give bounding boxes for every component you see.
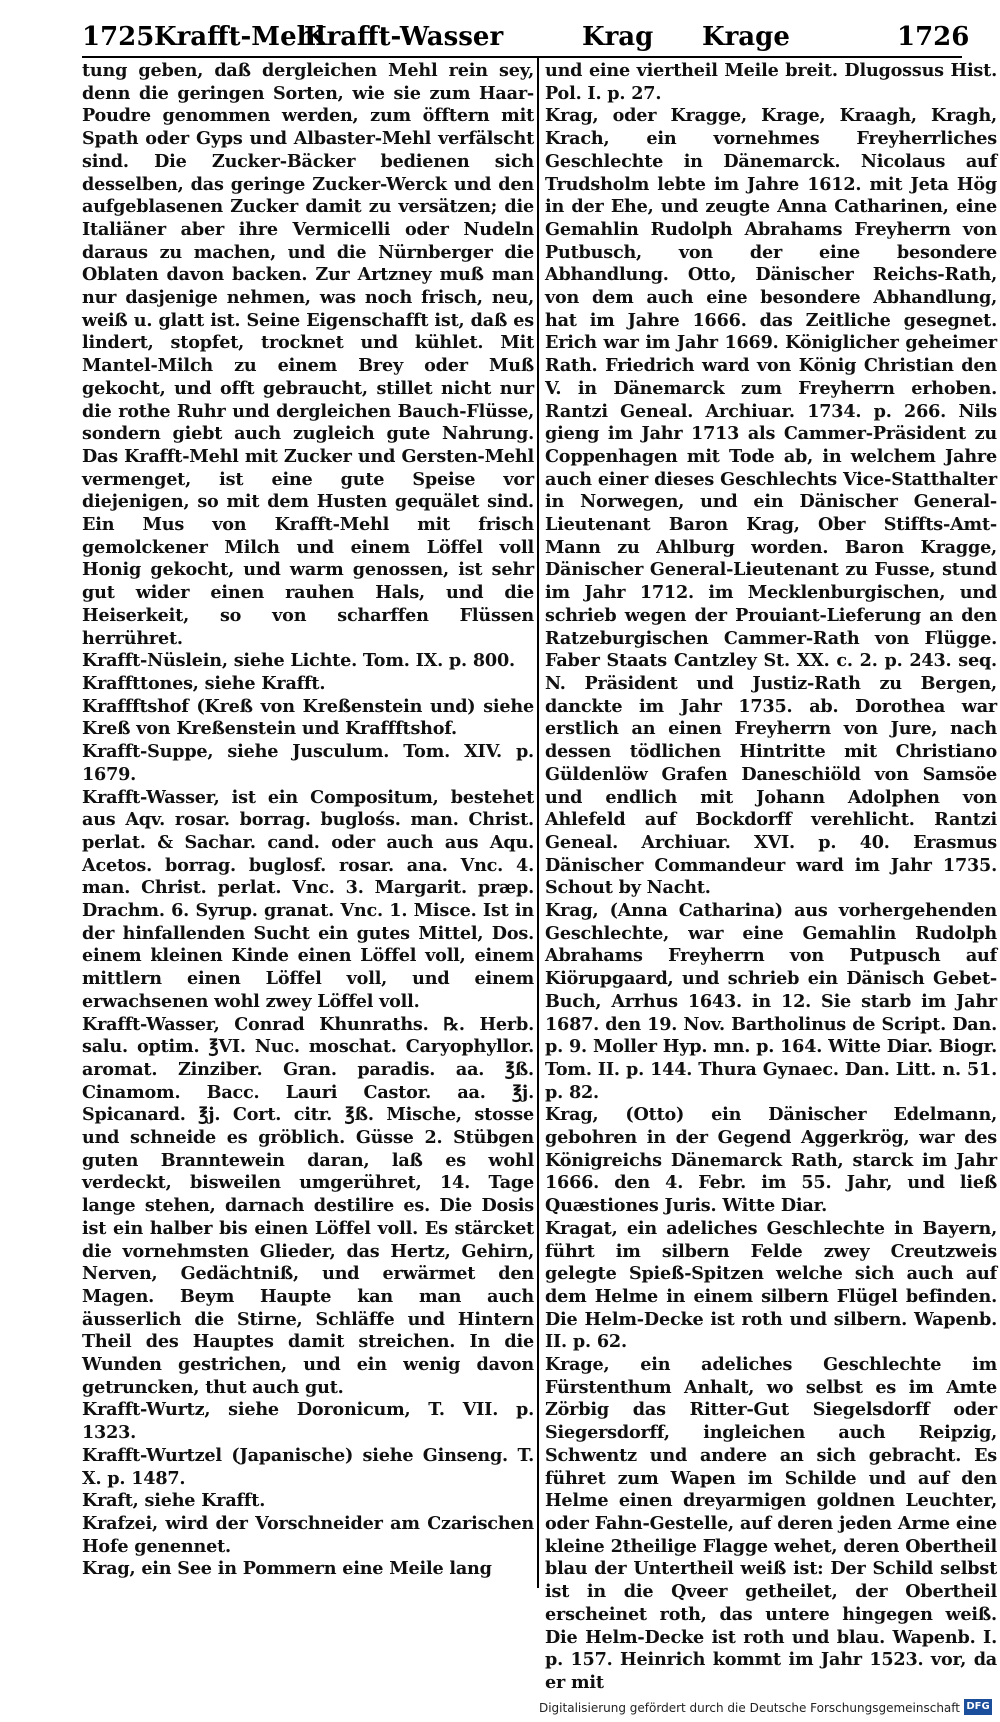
column-divider: [537, 58, 539, 1588]
entry-paragraph: Krage, ein adeliches Geschlechte im Fürstenthum Anhalt, wo selbst es im Amte Zörbig das Ritter-Gut Siegelsdorff oder Siegersdorff, ingleichen auch Reipzig, Schwentz und andere an sich gebracht. Es führet zum Wapen im Schilde und auf den Helme einen dreyarmigen goldnen Leuchter, oder Fahn-Gestelle, auf deren jeden Arme eine kleine 2theilige Flagge wehet, deren Obertheil blau der Untertheil weiß ist: Der Schild selbst ist in die Qveer getheilet, der Obertheil erscheinet roth, das untere hingegen weiß. Die Helm-Decke ist roth und blau. Wapenb. I. p. 157. Heinrich kommt im Jahr 1523. vor, da er mit: [545, 1354, 997, 1693]
catchword-right-1: Krag: [582, 22, 654, 52]
entry-paragraph: Krag, ein See in Pommern eine Meile lang: [82, 1558, 492, 1580]
entry-paragraph: Krafft-Suppe, siehe Jusculum. Tom. XIV. p. 1679.: [82, 741, 534, 785]
catchword-left-1: Krafft-Mehl: [154, 22, 326, 52]
entry-paragraph: tung geben, daß dergleichen Mehl rein sey, denn die geringen Sorten, wie sie zum Haar-Poudre genommen werden, zum öfftern mit Spath oder Gyps und Albaster-Mehl verfälscht sind. Die Zucker-Bäcker bedienen sich desselben, das geringe Zucker-Werck und den aufgeblasenen Zucker damit zu versätzen; die Italiäner aber ihre Vermicelli oder Nudeln daraus zu machen, und die Nürnberger die Oblaten davon backen. Zur Artzney muß man nur dasjenige nehmen, was noch frisch, neu, weiß u. glatt ist. Seine Eigenschafft ist, daß es lindert, stopfet, trocknet und kühlet. Mit Mantel-Milch zu einem Brey oder Muß gekocht, und offt gebraucht, stillet nicht nur die rothe Ruhr und dergleichen Bauch-Flüsse, sondern giebt auch zugleich gute Nahrung. Das Krafft-Mehl mit Zucker und Gersten-Mehl vermenget, ist eine gute Speise vor diejenigen, so mit dem Husten gequälet sind. Ein Mus von Krafft-Mehl mit frisch gemolckener Milch und einem Löffel voll Honig gekocht, und warm genossen, ist sehr gut wider einen rauhen Hals, und die Heiserkeit, so von scharffen Flüssen herrühret.: [82, 60, 534, 649]
header-rule: [82, 56, 962, 58]
page-number-left: 1725: [82, 22, 155, 52]
entry-paragraph: Krafft-Nüslein, siehe Lichte. Tom. IX. p. 800.: [82, 650, 515, 672]
entry-paragraph: Krag, (Anna Catharina) aus vorhergehenden Geschlechte, war eine Gemahlin Rudolph Abrahams Freyherrn von Putpusch auf Kiörupgaard, und schrieb ein Dänisch Gebet-Buch, Arrhus 1643. in 12. Sie starb im Jahr 1687. den 19. Nov. Bartholinus de Script. Dan. p. 9. Moller Hyp. mn. p. 164. Witte Diar. Biogr. Tom. II. p. 144. Thura Gynaec. Dan. Litt. n. 51. p. 82.: [545, 900, 997, 1103]
entry-paragraph: Kraft, siehe Krafft.: [82, 1490, 266, 1512]
entry-paragraph: Kraffttones, siehe Krafft.: [82, 672, 326, 694]
entry-paragraph: Krafft-Wurtz, siehe Doronicum, T. VII. p. 1323.: [82, 1399, 534, 1444]
catchword-left-2: Krafft-Wasser: [304, 22, 504, 52]
entry-paragraph: Krag, oder Kragge, Krage, Kraagh, Kragh, Krach, ein vornehmes Freyherrliches Geschlechte in Dänemarck. Nicolaus auf Trudsholm lebte im Jahre 1612. mit Jeta Hög in der Ehe, und zeugte Anna Catharinen, eine Gemahlin Rudolph Abrahams Freyherrn von Putbusch, von der eine besondere Abhandlung. Otto, Dänischer Reichs-Rath, von dem auch eine besondere Abhandlung, hat im Jahre 1666. das Zeitliche gesegnet. Erich war im Jahr 1669. Königlicher geheimer Rath. Friedrich ward von König Christian den V. in Dänemarck zum Freyherrn erhoben. Rantzi Geneal. Archiuar. 1734. p. 266. Nils gieng im Jahr 1713 als Cammer-Präsident zu Coppenhagen mit Tode ab, in welchem Jahre auch einer dieses Geschlechts Vice-Statthalter in Norwegen, und ein Dänischer General-Lieutenant Baron Krag, Ober Stiffts-Amt-Mann zu Ahlburg worden. Baron Kragge, Dänischer General-Lieutenant zu Fusse, stund im Jahr 1712. im Mecklenburgischen, und schrieb wegen der Prouiant-Lieferung an den Ratzeburgischen Cammer-Rath von Flügge. Faber Staats Cantzley St. XX. c. 2. p. 243. seq. N. Präsident und Justiz-Rath zu Bergen, danckte im Jahr 1735. ab. Dorothea war erstlich an einen Freyherrn von Jure, nach dessen tödlichen Hintritte mit Christiano Güldenlöw Grafen Daneschiöld von Samsöe und endlich mit Johann Adolphen von Ahlefeld auf Bockdorff verehlicht. Rantzi Geneal. Archiuar. XVI. p. 40. Erasmus Dänischer Commandeur ward im Jahr 1735. Schout by Nacht.: [545, 105, 997, 899]
funding-notice: Digitalisierung gefördert durch die Deutsche Forschungsgemeinschaft: [538, 1701, 960, 1715]
entry-paragraph: Kraffftshof (Kreß von Kreßenstein und) siehe Kreß von Kreßenstein und Kraffftshof.: [82, 695, 534, 740]
page-number-right: 1726: [897, 22, 970, 52]
dfg-logo: DFG: [964, 1699, 992, 1715]
right-column: [545, 60, 997, 1695]
entry-paragraph: und eine viertheil Meile breit. Dlugossus Hist. Pol. I. p. 27.: [545, 60, 997, 104]
entry-paragraph: Kragat, ein adeliches Geschlechte in Bayern, führt im silbern Felde zwey Creutzweis gelegte Spieß-Spitzen welche sich auch auf dem Helme in einem silbern Flügel befinden. Die Helm-Decke ist roth und silbern. Wapenb. II. p. 62.: [545, 1217, 997, 1353]
entry-paragraph: Krafft-Wasser, Conrad Khunraths. ℞. Herb. salu. optim. ℥VI. Nuc. moschat. Caryophyllor. aromat. Zinziber. Gran. paradis. aa. ℥ß. Cinamom. Bacc. Lauri Castor. aa. ℥j. Spicanard. ℥j. Cort. citr. ℥ß. Mische, stosse und schneide es gröblich. Güsse 2. Stübgen guten Brannteweіn daran, laß es wohl verdeckt, bisweilen umgerühret, 14. Tage lange stehen, darnach destilire es. Die Dosis ist ein halber bis einen Löffel voll. Es stärcket die vornehmsten Glieder, das Hertz, Gehirn, Nerven, Gedächtniß, und erwärmet den Magen. Beym Haupte kan man auch äusserlich die Stirne, Schläffe und Hintern Theil des Hauptes damit streichen. In die Wunden gestrichen, und ein wenig davon getruncken, thut auch gut.: [82, 1013, 534, 1398]
entry-paragraph: Krafft-Wurtzel (Japanische) siehe Ginseng. T. X. p. 1487.: [82, 1444, 534, 1489]
catchword-right-2: Krage: [702, 22, 790, 52]
left-column: [82, 60, 534, 1581]
entry-paragraph: Krafzei, wird der Vorschneider am Czarischen Hofe genennet.: [82, 1513, 534, 1557]
entry-paragraph: Krafft-Wasser, ist ein Compositum, bestehet aus Aqv. rosar. borrag. buglośs. man. Christ. perlat. & Sachar. cand. oder auch aus Aqu. Acetos. borrag. buglosf. rosar. ana. Vnc. 4. man. Christ. perlat. Vnc. 3. Margarit. præp. Drachm. 6. Syrup. granat. Vnc. 1. Misce. Ist in der hinfallenden Sucht ein gutes Mittel, Dos. einem kleinen Kinde einen Löffel voll, einem mittlern einen Löffel voll, und einem erwachsenen wohl zwey Löffel voll.: [82, 786, 534, 1012]
digitization-footer: [0, 1698, 1000, 1722]
entry-paragraph: Krag, (Otto) ein Dänischer Edelmann, gebohren in der Gegend Aggerkrög, war des Königreichs Dänemarck Rath, starck im Jahr 1666. den 4. Febr. im 55. Jahr, und ließ Quæstiones Juris. Witte Diar.: [545, 1104, 997, 1217]
